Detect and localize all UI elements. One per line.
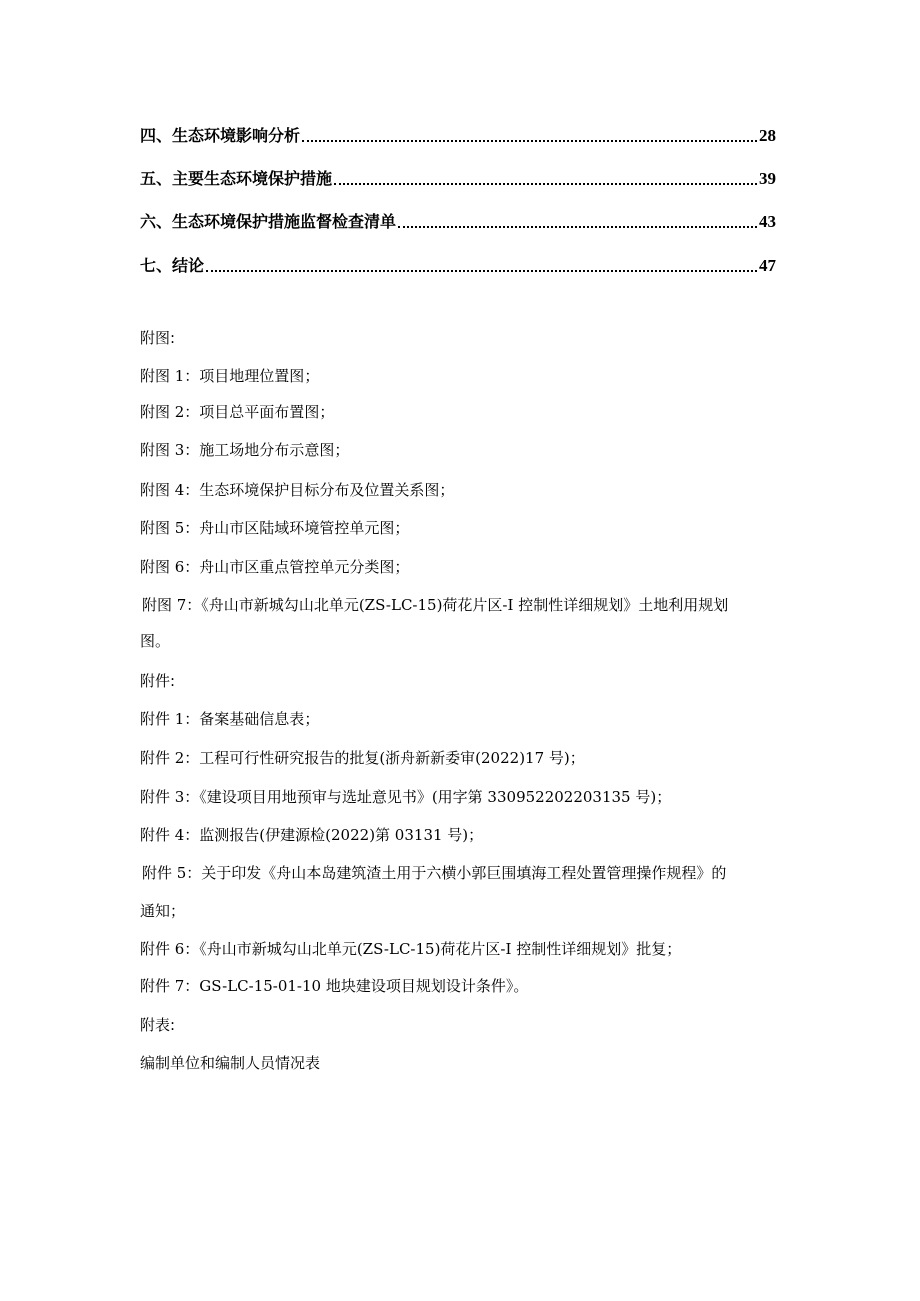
tables-heading: 附表: bbox=[140, 1016, 176, 1034]
toc-entry-title: 六、生态环境保护措施监督检查清单 bbox=[140, 212, 397, 231]
toc-entry[interactable] bbox=[140, 210, 776, 234]
toc-entry-title: 七、结论 bbox=[140, 256, 205, 275]
figures-heading: 附图: bbox=[140, 329, 176, 347]
toc-entry-page: 28 bbox=[759, 126, 776, 145]
toc-entry-page: 39 bbox=[759, 169, 776, 188]
attachment-item-continuation: 通知； bbox=[140, 902, 186, 920]
attachments-heading: 附件: bbox=[140, 672, 176, 690]
attachment-item: 附件 1：备案基础信息表； bbox=[140, 710, 320, 728]
figure-item-continuation: 图。 bbox=[140, 632, 171, 650]
toc-entry-page: 43 bbox=[759, 212, 776, 231]
toc-leader-dots bbox=[398, 226, 757, 228]
attachment-item: 附件 6：《舟山市新城勾山北单元(ZS-LC-15)荷花片区-I 控制性详细规划》批复； bbox=[140, 940, 682, 958]
toc-leader-dots bbox=[302, 140, 757, 142]
toc-leader-dots bbox=[206, 270, 757, 272]
figure-item: 附图 5：舟山市区陆域环境管控单元图； bbox=[140, 519, 410, 537]
attachment-item: 附件 2：工程可行性研究报告的批复(浙舟新新委审(2022)17 号)； bbox=[140, 749, 585, 767]
figure-item: 附图 3：施工场地分布示意图； bbox=[140, 441, 350, 459]
toc-entry-page: 47 bbox=[759, 256, 776, 275]
toc-entry-title: 四、生态环境影响分析 bbox=[140, 126, 301, 145]
figure-item: 附图 1：项目地理位置图； bbox=[140, 367, 320, 385]
figure-item: 附图 4：生态环境保护目标分布及位置关系图； bbox=[140, 481, 455, 499]
toc-leader-dots bbox=[334, 183, 757, 185]
attachment-item: 附件 4：监测报告(伊建源检(2022)第 03131 号)； bbox=[140, 826, 484, 844]
attachment-item: 附件 7：GS-LC-15-01-10 地块建设项目规划设计条件》。 bbox=[140, 977, 529, 995]
toc-entry[interactable] bbox=[140, 167, 776, 191]
attachment-item: 附件 5：关于印发《舟山本岛建筑渣土用于六横小郭巨围填海工程处置管理操作规程》的 bbox=[142, 864, 727, 882]
figure-item: 附图 7：《舟山市新城勾山北单元(ZS-LC-15)荷花片区-I 控制性详细规划》土地利用规划 bbox=[142, 596, 729, 614]
figure-item: 附图 2：项目总平面布置图； bbox=[140, 403, 335, 421]
toc-entry[interactable] bbox=[140, 254, 776, 278]
table-item: 编制单位和编制人员情况表 bbox=[140, 1054, 321, 1072]
toc-entry-title: 五、主要生态环境保护措施 bbox=[140, 169, 333, 188]
figure-item: 附图 6：舟山市区重点管控单元分类图； bbox=[140, 558, 410, 576]
toc-entry[interactable] bbox=[140, 124, 776, 148]
attachment-item: 附件 3：《建设项目用地预审与选址意见书》(用字第 330952202203135 号)； bbox=[140, 788, 672, 806]
